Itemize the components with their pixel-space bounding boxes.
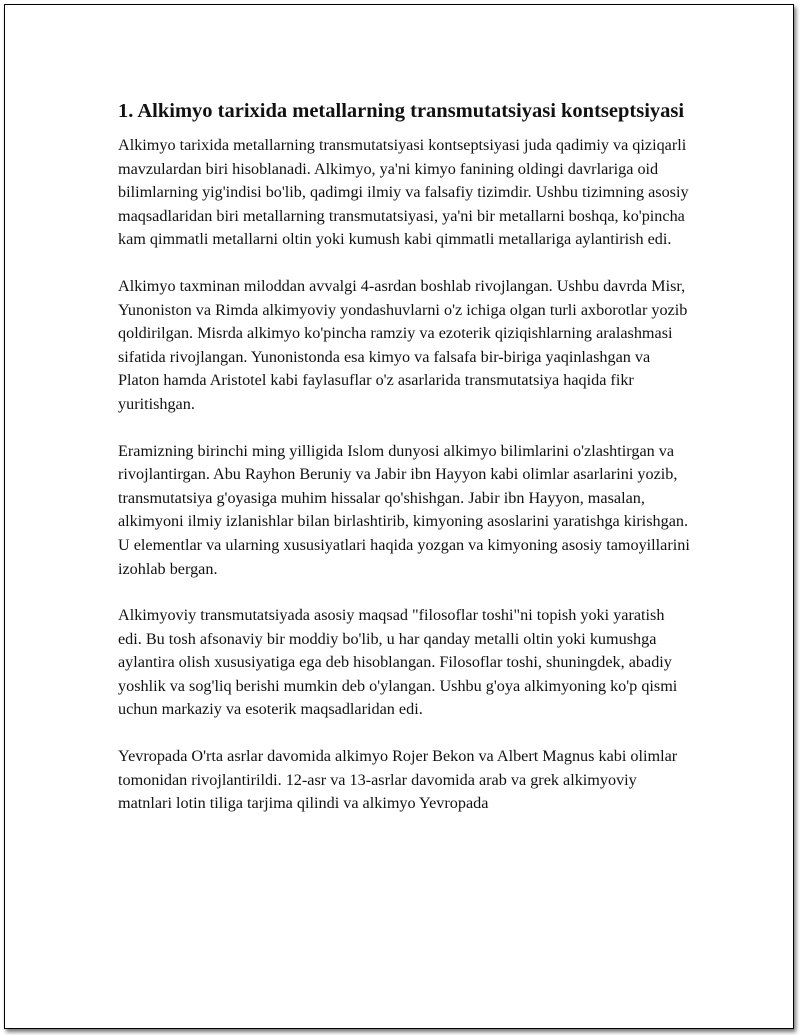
paragraph-5: Yevropada O'rta asrlar davomida alkimyo Rojer Bekon va Albert Magnus kabi olimlar tomonidan rivojlantirildi. 12-asr va 13-asrlar davomida arab va grek alkimyoviy matnlari lotin tiliga tarjima qilindi va alkimyo Yevropada	[118, 747, 678, 813]
paragraph-3: Eramizning birinchi ming yilligida Islom dunyosi alkimyo bilimlarini o'zlashtirgan va rivojlantirgan. Abu Rayhon Beruniy va Jabir ibn Hayyon kabi olimlar asarlarini yozib, transmutatsiya g'oyasiga muhim hissalar qo'shishgan. Jabir ibn Hayyon, masalan, alkimyoni ilmiy izlanishlar bilan birlashtirib, kimyoning asoslarini yaratishga kirishgan. U elementlar va ularning xususiyatlari haqida yozgan va kimyoning asosiy tamoyillarini izohlab bergan.	[118, 441, 690, 578]
paragraph-4: Alkimyoviy transmutatsiyada asosiy maqsad "filosoflar toshi"ni topish yoki yaratish edi. Bu tosh afsonaviy bir moddiy bo'lib, u har qanday metalli oltin yoki kumushga aylantira olish xususiyatiga ega deb hisoblangan. Filosoflar toshi, shuningdek, abadiy yoshlik va sog'liq berishi mumkin deb o'ylangan. Ushbu g'oya alkimyoning ko'p qismi uchun markaziy va esoterik maqsadlaridan edi.	[118, 606, 678, 719]
paragraph-1: Alkimyo tarixida metallarning transmutatsiyasi kontseptsiyasi juda qadimiy va qiziqarli mavzulardan biri hisoblanadi. Alkimyo, ya'ni kimyo fanining oldingi davrlariga oid bilimlarning yig'indisi bo'lib, qadimgi ilmiy va falsafiy tizimdir. Ushbu tizimning asosiy maqsadlaridan biri metallarning transmutatsiyasi, ya'ni bir metallarni boshqa, ko'pincha kam qimmatli metallarni oltin yoki kumush kabi qimmatli metallariga aylantirish edi.	[118, 136, 689, 249]
document-page	[4, 4, 794, 1029]
paragraph-2: Alkimyo taxminan miloddan avvalgi 4-asrdan boshlab rivojlangan. Ushbu davrda Misr, Yunoniston va Rimda alkimyoviy yondashuvlarni o'z ichiga olgan turli axborotlar yozib qoldirilgan. Misrda alkimyo ko'pincha ramziy va ezoterik qiziqishlarning aralashmasi sifatida rivojlangan. Yunonistonda esa kimyo va falsafa bir-biriga yaqinlashgan va Platon hamda Aristotel kabi faylasuflar o'z asarlarida transmutatsiya haqida fikr yuritishgan.	[118, 276, 688, 413]
section-heading: 1. Alkimyo tarixida metallarning transmutatsiyasi kontseptsiyasi	[118, 100, 685, 122]
document-content	[118, 98, 690, 839]
